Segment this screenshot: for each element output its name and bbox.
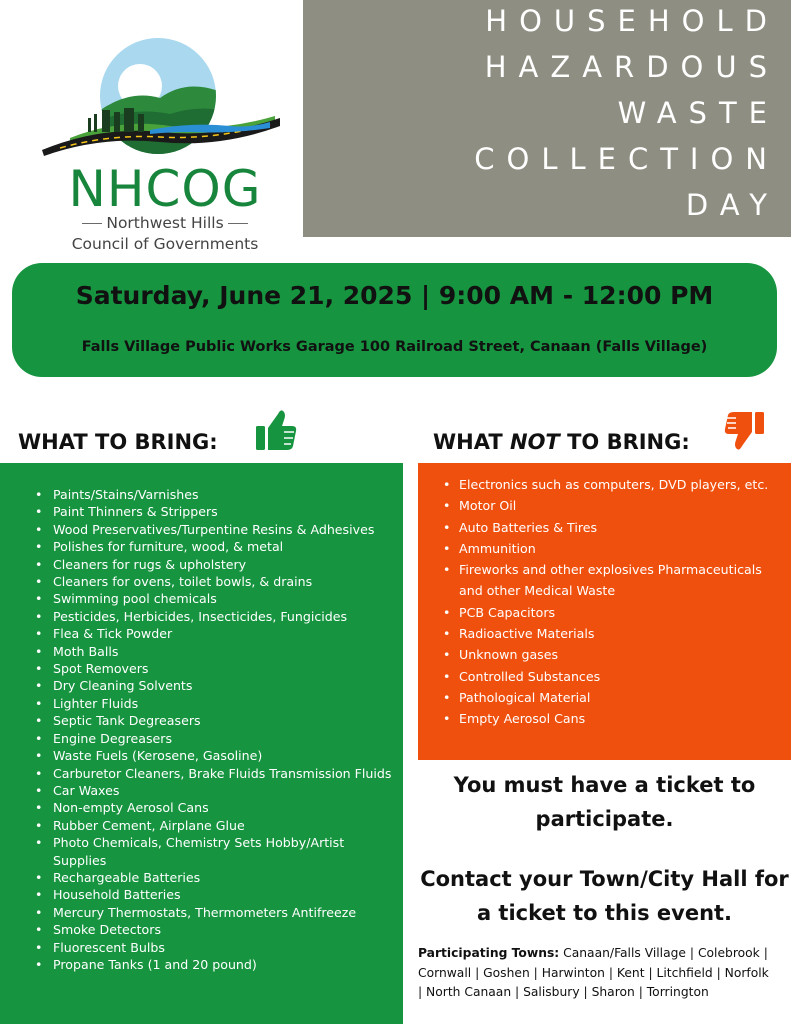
logo-subtitle-line1 bbox=[30, 214, 300, 232]
list-item: • Motor Oil bbox=[442, 495, 777, 516]
list-item: • Flea & Tick Powder bbox=[32, 625, 397, 642]
dash-right bbox=[228, 223, 248, 225]
towns-label: Participating Towns: bbox=[418, 946, 560, 960]
what-not-to-bring-heading bbox=[433, 430, 690, 454]
list-item: • Moth Balls bbox=[32, 643, 397, 660]
event-banner bbox=[12, 263, 777, 377]
title-line-5: DAY bbox=[685, 188, 779, 222]
list-item: • Pathological Material bbox=[442, 687, 777, 708]
event-date-time: Saturday, June 21, 2025 | 9:00 AM - 12:00 PM bbox=[75, 281, 714, 310]
list-item: • Polishes for furniture, wood, & metal bbox=[32, 538, 397, 555]
list-item: • Waste Fuels (Kerosene, Gasoline) bbox=[32, 747, 397, 764]
list-item: • Electronics such as computers, DVD players, etc. bbox=[442, 474, 777, 495]
title-block bbox=[303, 0, 791, 237]
list-item: • Controlled Substances bbox=[442, 666, 777, 687]
list-item: • Auto Batteries & Tires bbox=[442, 517, 777, 538]
list-item: • Rubber Cement, Airplane Glue bbox=[32, 817, 397, 834]
list-item: • Swimming pool chemicals bbox=[32, 590, 397, 607]
list-item: • Non-empty Aerosol Cans bbox=[32, 799, 397, 816]
list-item: • Unknown gases bbox=[442, 644, 777, 665]
list-item: • Paint Thinners & Strippers bbox=[32, 503, 397, 520]
title-line-2: HAZARDOUS bbox=[484, 50, 779, 84]
list-item: • Cleaners for rugs & upholstery bbox=[32, 556, 397, 573]
thumbs-up-icon bbox=[254, 406, 298, 452]
title-line-4: COLLECTION bbox=[474, 142, 779, 176]
list-item: • Empty Aerosol Cans bbox=[442, 708, 777, 729]
list-item: • Photo Chemicals, Chemistry Sets Hobby/Artist Supplies bbox=[32, 834, 397, 869]
list-item: • Fluorescent Bulbs bbox=[32, 939, 397, 956]
list-item: • Engine Degreasers bbox=[32, 730, 397, 747]
logo-line1-text: Northwest Hills bbox=[106, 214, 224, 232]
nhcog-logo bbox=[30, 26, 280, 253]
list-item: • Lighter Fluids bbox=[32, 695, 397, 712]
not-heading-pre: WHAT bbox=[433, 430, 510, 454]
list-item: • Propane Tanks (1 and 20 pound) bbox=[32, 956, 397, 973]
logo-subtitle-line2: Council of Governments bbox=[71, 235, 259, 253]
what-to-bring-list bbox=[32, 486, 397, 973]
what-to-bring-heading: WHAT TO BRING: bbox=[18, 430, 218, 454]
list-item: • Rechargeable Batteries bbox=[32, 869, 397, 886]
list-item: • Spot Removers bbox=[32, 660, 397, 677]
ticket-contact-notice: Contact your Town/City Hall for a ticket to this event. bbox=[420, 867, 789, 925]
list-item: • Mercury Thermostats, Thermometers Antifreeze bbox=[32, 904, 397, 921]
list-item: • PCB Capacitors bbox=[442, 602, 777, 623]
not-heading-post: TO BRING: bbox=[559, 430, 690, 454]
logo-abbreviation: NHCOG bbox=[68, 160, 262, 218]
ticket-required-notice: You must have a ticket to participate. bbox=[453, 773, 756, 831]
dash-left bbox=[82, 223, 102, 225]
towns-list: Canaan/Falls Village | Colebrook | Cornwall | Goshen | Harwinton | Kent | Litchfield | Norfolk | North Canaan | Salisbury | Sharon | Torrington bbox=[418, 946, 769, 999]
title-line-1: HOUSEHOLD bbox=[485, 4, 779, 38]
thumbs-down-icon bbox=[724, 410, 766, 454]
landscape-logo-icon bbox=[30, 26, 280, 156]
participating-towns bbox=[418, 944, 773, 1003]
what-not-to-bring-list bbox=[442, 474, 777, 730]
list-item: • Dry Cleaning Solvents bbox=[32, 677, 397, 694]
list-item: • Fireworks and other explosives Pharmaceuticals and other Medical Waste bbox=[442, 559, 777, 602]
title-line-3: WASTE bbox=[617, 96, 779, 130]
list-item: • Household Batteries bbox=[32, 886, 397, 903]
list-item: • Smoke Detectors bbox=[32, 921, 397, 938]
list-item: • Septic Tank Degreasers bbox=[32, 712, 397, 729]
not-heading-emphasis: NOT bbox=[510, 430, 560, 454]
list-item: • Ammunition bbox=[442, 538, 777, 559]
list-item: • Cleaners for ovens, toilet bowls, & drains bbox=[32, 573, 397, 590]
event-location: Falls Village Public Works Garage 100 Railroad Street, Canaan (Falls Village) bbox=[81, 339, 708, 355]
list-item: • Paints/Stains/Varnishes bbox=[32, 486, 397, 503]
list-item: • Wood Preservatives/Turpentine Resins & Adhesives bbox=[32, 521, 397, 538]
list-item: • Carburetor Cleaners, Brake Fluids Transmission Fluids bbox=[32, 765, 397, 782]
list-item: • Radioactive Materials bbox=[442, 623, 777, 644]
list-item: • Pesticides, Herbicides, Insecticides, Fungicides bbox=[32, 608, 397, 625]
list-item: • Car Waxes bbox=[32, 782, 397, 799]
